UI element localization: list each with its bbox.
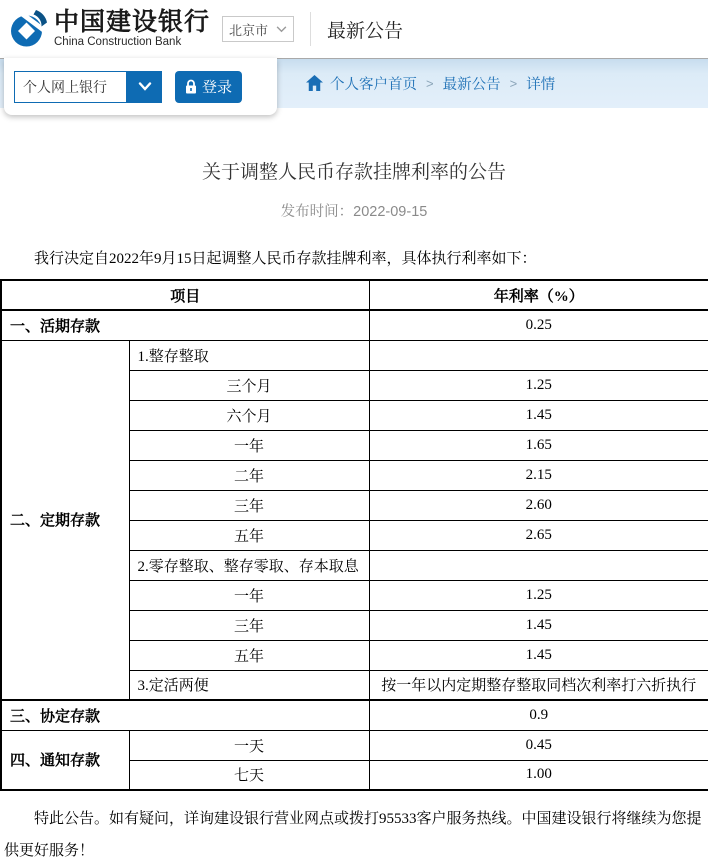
table-cell: 0.45 <box>369 730 708 760</box>
login-button-label: 登录 <box>201 79 232 96</box>
table-cell: 1.25 <box>369 370 708 400</box>
table-cell <box>369 550 708 580</box>
breadcrumb-separator: > <box>509 75 518 91</box>
page-section-title: 最新公告 <box>327 20 404 42</box>
table-cell: 五年 <box>129 640 369 670</box>
breadcrumb-item-announcements[interactable]: 最新公告 <box>442 76 501 93</box>
table-cell: 年利率（%） <box>369 280 708 310</box>
table-cell: 1.00 <box>369 760 708 790</box>
channel-select[interactable] <box>14 71 127 103</box>
bank-name-en: China Construction Bank <box>54 35 182 48</box>
ccb-logo <box>8 9 210 49</box>
table-row <box>1 700 708 730</box>
home-icon <box>306 75 323 91</box>
channel-select-value: 个人网上银行 <box>23 78 107 95</box>
table-cell: 2.65 <box>369 520 708 550</box>
table-cell: 0.9 <box>369 700 708 730</box>
table-cell: 三个月 <box>129 370 369 400</box>
table-row <box>1 280 708 310</box>
sub-header <box>0 58 708 120</box>
table-row <box>1 730 708 760</box>
table-cell: 二、定期存款 <box>1 340 129 700</box>
breadcrumb-separator: > <box>426 75 434 91</box>
table-row <box>1 340 708 370</box>
table-cell: 三、协定存款 <box>1 700 369 730</box>
closing-paragraph: 特此公告。如有疑问，详询建设银行营业网点或拨打95533客户服务热线。中国建设银行将继续为您提供更好服务！ <box>4 811 702 859</box>
table-cell: 三年 <box>129 490 369 520</box>
publish-time: 发布时间：2022-09-15 <box>280 204 428 220</box>
rate-table <box>0 279 708 791</box>
table-cell: 2.15 <box>369 460 708 490</box>
table-cell: 1.45 <box>369 610 708 640</box>
table-cell: 2.零存整取、整存零取、存本取息 <box>129 550 369 580</box>
table-cell: 一天 <box>129 730 369 760</box>
table-cell: 六个月 <box>129 400 369 430</box>
table-cell: 七天 <box>129 760 369 790</box>
breadcrumb-item-detail[interactable]: 详情 <box>526 76 556 93</box>
channel-select-chevron-button[interactable] <box>127 71 162 103</box>
channel-combo <box>14 71 162 103</box>
table-cell: 二年 <box>129 460 369 490</box>
login-button[interactable] <box>175 71 242 103</box>
table-cell: 一年 <box>129 580 369 610</box>
table-cell: 三年 <box>129 610 369 640</box>
table-cell: 2.60 <box>369 490 708 520</box>
table-cell: 一、活期存款 <box>1 310 369 340</box>
table-cell: 五年 <box>129 520 369 550</box>
table-cell: 1.45 <box>369 400 708 430</box>
table-cell: 0.25 <box>369 310 708 340</box>
ccb-logo-icon <box>8 9 48 49</box>
login-panel <box>4 58 277 115</box>
table-cell: 一年 <box>129 430 369 460</box>
intro-paragraph: 我行决定自2022年9月15日起调整人民币存款挂牌利率，具体执行利率如下： <box>34 251 537 267</box>
lock-icon <box>185 79 197 94</box>
table-row <box>1 310 708 340</box>
chevron-down-icon <box>138 82 152 91</box>
bank-name: 中国建设银行 <box>54 7 211 36</box>
table-cell: 按一年以内定期整存整取同档次利率打六折执行 <box>369 670 708 700</box>
rate-table-body <box>1 280 708 790</box>
table-cell: 1.65 <box>369 430 708 460</box>
table-cell: 项目 <box>1 280 369 310</box>
table-cell: 1.整存整取 <box>129 340 369 370</box>
table-cell: 1.45 <box>369 640 708 670</box>
header-divider <box>310 12 311 46</box>
table-cell: 3.定活两便 <box>129 670 369 700</box>
table-cell: 四、通知存款 <box>1 730 129 790</box>
breadcrumb-item-home[interactable]: 个人客户首页 <box>330 76 417 93</box>
announcement-title: 关于调整人民币存款挂牌利率的公告 <box>201 162 506 183</box>
chevron-down-icon <box>276 26 287 33</box>
site-header <box>0 0 708 58</box>
city-select[interactable] <box>222 16 294 42</box>
city-select-value: 北京市 <box>229 22 269 38</box>
breadcrumb <box>306 58 555 108</box>
table-cell: 1.25 <box>369 580 708 610</box>
table-cell <box>369 340 708 370</box>
